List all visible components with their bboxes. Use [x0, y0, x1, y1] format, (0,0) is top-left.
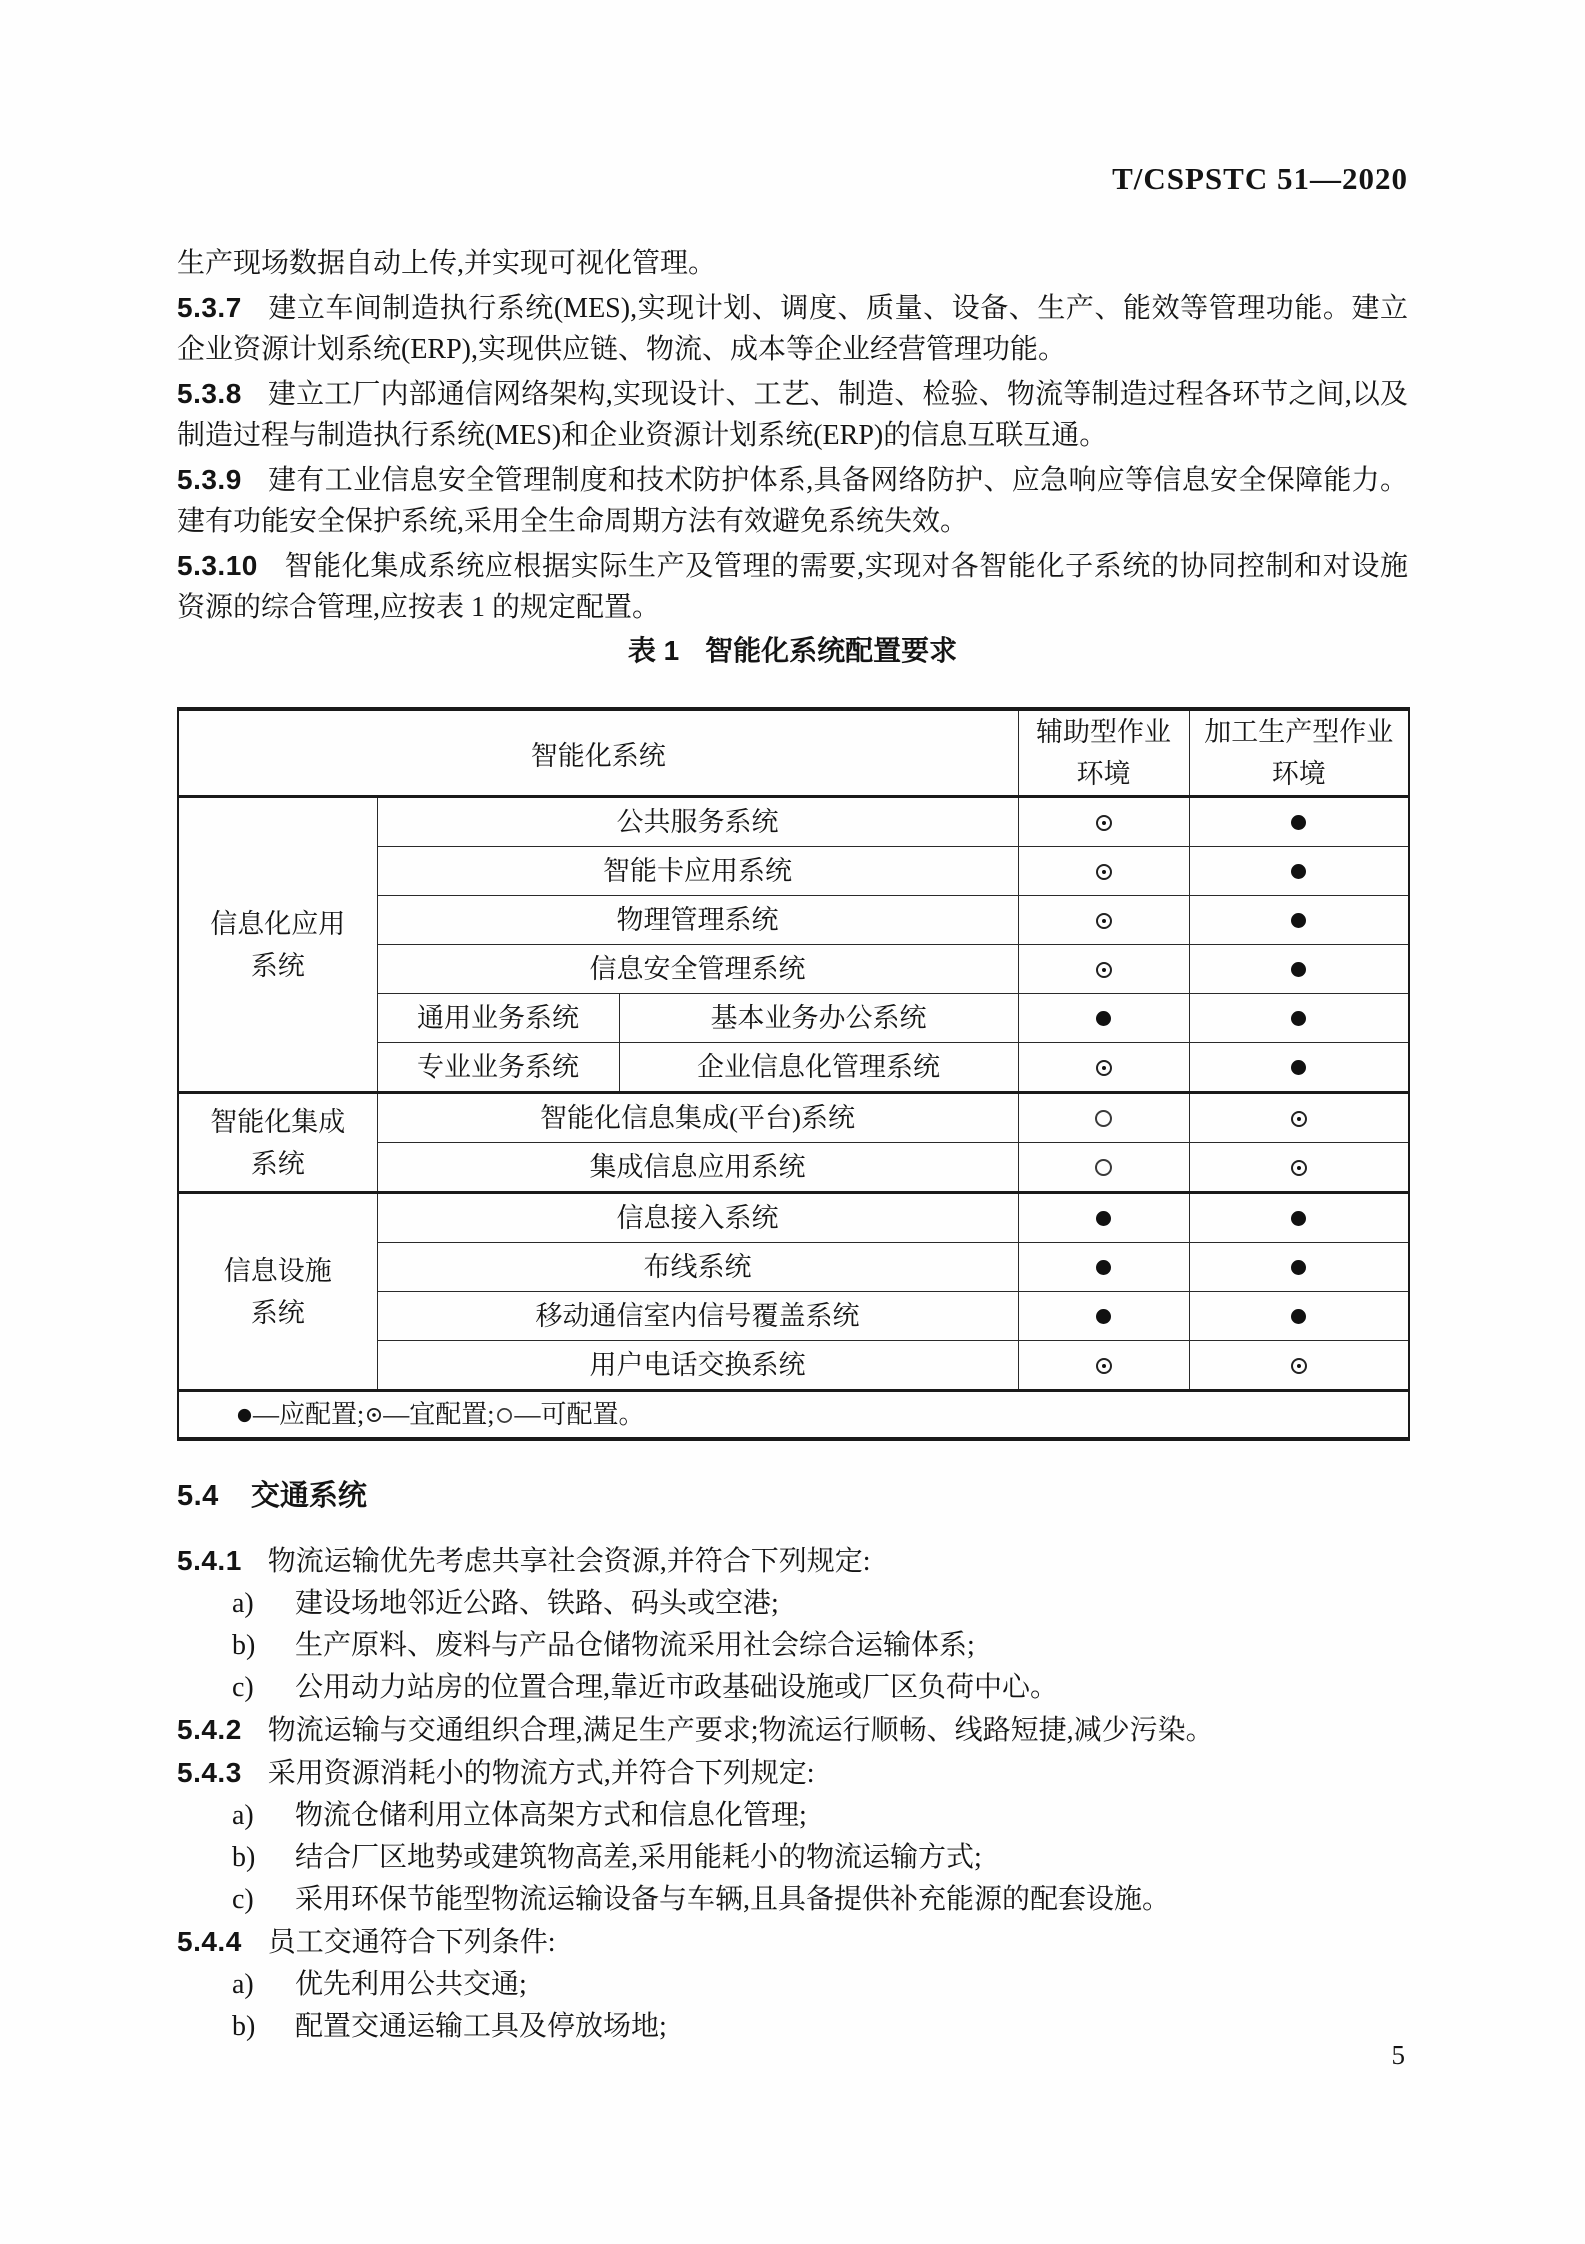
list-marker: a) [232, 1969, 254, 2000]
clause-text: 物流运输优先考虑共享社会资源,并符合下列规定: [267, 1546, 871, 1577]
clause-text: 物流运输与交通组织合理,满足生产要求;物流运行顺畅、线路短捷,减少污染。 [267, 1715, 1214, 1746]
group-label-line1: 智能化集成 [210, 1106, 346, 1137]
config-symbol [1096, 1309, 1111, 1324]
table-row [178, 797, 1409, 847]
clause-number: 5.3.8 [177, 378, 242, 409]
list-marker: c) [232, 1884, 254, 1915]
aux-config-cell [1018, 1143, 1189, 1193]
system-name: 信息接入系统 [377, 1193, 1018, 1243]
proc-config-cell [1189, 1243, 1409, 1292]
paragraph-continuation: 生产现场数据自动上传,并实现可视化管理。 [177, 248, 717, 279]
clause-5-4-3 [177, 1752, 1408, 1795]
system-name: 用户电话交换系统 [377, 1341, 1018, 1391]
group-label-line2: 系统 [250, 950, 305, 981]
clause-text: 智能化集成系统应根据实际生产及管理的需要,实现对各智能化子系统的协同控制和对设施资源的综合管理,应按表 1 的规定配置。 [177, 551, 1408, 623]
table-footnote-row [178, 1391, 1409, 1440]
aux-config-cell [1018, 847, 1189, 896]
aux-config-cell [1018, 1243, 1189, 1292]
header-aux-column [1018, 709, 1189, 797]
aux-config-cell [1018, 797, 1189, 847]
clause-5-3-7 [177, 287, 1408, 370]
aux-config-cell [1018, 1043, 1189, 1093]
list-item [177, 1667, 1408, 1709]
clause-number: 5.4.4 [177, 1926, 242, 1957]
legend-dot-icon [367, 1408, 381, 1422]
system-name: 信息安全管理系统 [377, 945, 1018, 994]
table-header-row [178, 709, 1409, 797]
system-name: 基本业务办公系统 [619, 994, 1018, 1043]
proc-config-cell [1189, 797, 1409, 847]
aux-config-cell [1018, 1093, 1189, 1143]
list-text: 配置交通运输工具及停放场地; [295, 2011, 667, 2042]
legend-dot-text: —宜配置; [383, 1400, 495, 1429]
table-title-text: 智能化系统配置要求 [705, 635, 958, 666]
system-name: 智能化信息集成(平台)系统 [377, 1093, 1018, 1143]
config-symbol [1291, 864, 1306, 879]
list-marker: b) [232, 2011, 256, 2042]
list-text: 生产原料、废料与产品仓储物流采用社会综合运输体系; [295, 1630, 975, 1661]
list-item [177, 2006, 1408, 2048]
section-number: 5.4 [177, 1480, 219, 1512]
config-symbol [1291, 1111, 1307, 1127]
clause-number: 5.4.2 [177, 1714, 242, 1745]
table-1-title [177, 636, 1408, 667]
aux-config-cell [1018, 1193, 1189, 1243]
config-symbol [1096, 1358, 1112, 1374]
list-item [177, 1795, 1408, 1837]
config-symbol [1096, 913, 1112, 929]
table-row [178, 1093, 1409, 1143]
group-intelligent-integration [178, 1093, 377, 1193]
config-symbol [1291, 1358, 1307, 1374]
legend-open-icon [497, 1408, 512, 1423]
section-title: 交通系统 [250, 1480, 367, 1512]
config-symbol [1096, 1260, 1111, 1275]
list-text: 建设场地邻近公路、铁路、码头或空港; [295, 1588, 779, 1619]
header-aux-line1: 辅助型作业 [1036, 717, 1171, 747]
clause-5-4-1 [177, 1540, 1408, 1583]
table-row [178, 1193, 1409, 1243]
config-symbol [1291, 1260, 1306, 1275]
list-item [177, 1964, 1408, 2006]
clause-text: 员工交通符合下列条件: [267, 1927, 556, 1958]
header-aux-line2: 环境 [1076, 759, 1131, 789]
clause-text: 建有工业信息安全管理制度和技术防护体系,具备网络防护、应急响应等信息安全保障能力。建有功能安全保护系统,采用全生命周期方法有效避免系统失效。 [177, 465, 1408, 537]
doc-code-header: T/CSPSTC 51—2020 [1112, 161, 1408, 196]
list-item [177, 1837, 1408, 1879]
aux-config-cell [1018, 945, 1189, 994]
proc-config-cell [1189, 994, 1409, 1043]
aux-config-cell [1018, 994, 1189, 1043]
group-label-line1: 信息设施 [223, 1255, 332, 1286]
list-item [177, 1879, 1408, 1921]
proc-config-cell [1189, 1341, 1409, 1391]
config-symbol [1291, 1011, 1306, 1026]
clause-text: 建立车间制造执行系统(MES),实现计划、调度、质量、设备、生产、能效等管理功能。建立企业资源计划系统(ERP),实现供应链、物流、成本等企业经营管理功能。 [177, 293, 1408, 365]
list-marker: a) [232, 1588, 254, 1619]
config-symbol [1291, 1211, 1306, 1226]
config-symbol [1096, 1011, 1111, 1026]
header-proc-line1: 加工生产型作业 [1204, 717, 1394, 747]
clause-text: 采用资源消耗小的物流方式,并符合下列规定: [267, 1758, 815, 1789]
list-text: 公用动力站房的位置合理,靠近市政基础设施或厂区负荷中心。 [295, 1672, 1059, 1703]
sub-category: 专业业务系统 [377, 1043, 619, 1093]
proc-config-cell [1189, 1193, 1409, 1243]
config-symbol [1096, 815, 1112, 831]
system-name: 集成信息应用系统 [377, 1143, 1018, 1193]
legend-open-text: —可配置。 [514, 1400, 645, 1429]
group-label-line2: 系统 [250, 1297, 305, 1328]
clause-number: 5.3.7 [177, 292, 242, 323]
list-item [177, 1583, 1408, 1625]
clause-number: 5.3.10 [177, 550, 258, 581]
config-symbol [1096, 962, 1112, 978]
header-proc-line2: 环境 [1271, 759, 1326, 789]
group-info-facility [178, 1193, 377, 1391]
header-system-column: 智能化系统 [178, 709, 1018, 797]
system-name: 布线系统 [377, 1243, 1018, 1292]
proc-config-cell [1189, 945, 1409, 994]
clause-number: 5.4.3 [177, 1757, 242, 1788]
clause-5-3-10 [177, 545, 1408, 628]
config-requirements-table [177, 707, 1410, 1441]
list-marker: b) [232, 1842, 256, 1873]
clauses-5-3-block [177, 243, 1408, 628]
aux-config-cell [1018, 896, 1189, 945]
table-label: 表 1 [627, 635, 680, 666]
config-symbol [1096, 1060, 1112, 1076]
section-5-4-heading [177, 1479, 367, 1514]
sub-category: 通用业务系统 [377, 994, 619, 1043]
clause-5-4-4 [177, 1921, 1408, 1964]
clause-5-3-8 [177, 373, 1408, 456]
clause-number: 5.3.9 [177, 464, 242, 495]
system-name: 物理管理系统 [377, 896, 1018, 945]
aux-config-cell [1018, 1292, 1189, 1341]
config-symbol [1291, 962, 1306, 977]
list-text: 物流仓储利用立体高架方式和信息化管理; [295, 1800, 807, 1831]
config-symbol [1095, 1159, 1112, 1176]
config-symbol [1291, 1060, 1306, 1075]
list-marker: a) [232, 1800, 254, 1831]
proc-config-cell [1189, 1143, 1409, 1193]
config-symbol [1095, 1110, 1112, 1127]
system-name: 智能卡应用系统 [377, 847, 1018, 896]
clause-5-3-9 [177, 459, 1408, 542]
clause-text: 建立工厂内部通信网络架构,实现设计、工艺、制造、检验、物流等制造过程各环节之间,以及制造过程与制造执行系统(MES)和企业资源计划系统(ERP)的信息互联互通。 [177, 379, 1408, 451]
proc-config-cell [1189, 1043, 1409, 1093]
page-number: 5 [1391, 2040, 1405, 2070]
config-symbol [1096, 1211, 1111, 1226]
proc-config-cell [1189, 896, 1409, 945]
group-info-application [178, 797, 377, 1093]
config-symbol [1291, 1160, 1307, 1176]
config-symbol [1291, 913, 1306, 928]
system-name: 移动通信室内信号覆盖系统 [377, 1292, 1018, 1341]
config-symbol [1096, 864, 1112, 880]
system-name: 企业信息化管理系统 [619, 1043, 1018, 1093]
legend-filled-text: —应配置; [253, 1400, 365, 1429]
list-text: 采用环保节能型物流运输设备与车辆,且具备提供补充能源的配套设施。 [295, 1884, 1171, 1915]
clause-number: 5.4.1 [177, 1545, 242, 1576]
clauses-5-4-block [177, 1540, 1408, 2048]
config-symbol [1291, 815, 1306, 830]
header-proc-column [1189, 709, 1409, 797]
legend-filled-icon [238, 1408, 251, 1421]
aux-config-cell [1018, 1341, 1189, 1391]
clause-5-4-2 [177, 1709, 1408, 1752]
proc-config-cell [1189, 1093, 1409, 1143]
system-name: 公共服务系统 [377, 797, 1018, 847]
list-item [177, 1625, 1408, 1667]
config-symbol [1291, 1309, 1306, 1324]
list-text: 结合厂区地势或建筑物高差,采用能耗小的物流运输方式; [295, 1842, 982, 1873]
proc-config-cell [1189, 1292, 1409, 1341]
list-marker: b) [232, 1630, 256, 1661]
group-label-line1: 信息化应用 [210, 908, 346, 939]
group-label-line2: 系统 [250, 1148, 305, 1179]
list-text: 优先利用公共交通; [295, 1969, 527, 2000]
list-marker: c) [232, 1672, 254, 1703]
proc-config-cell [1189, 847, 1409, 896]
legend-note [178, 1391, 1409, 1440]
